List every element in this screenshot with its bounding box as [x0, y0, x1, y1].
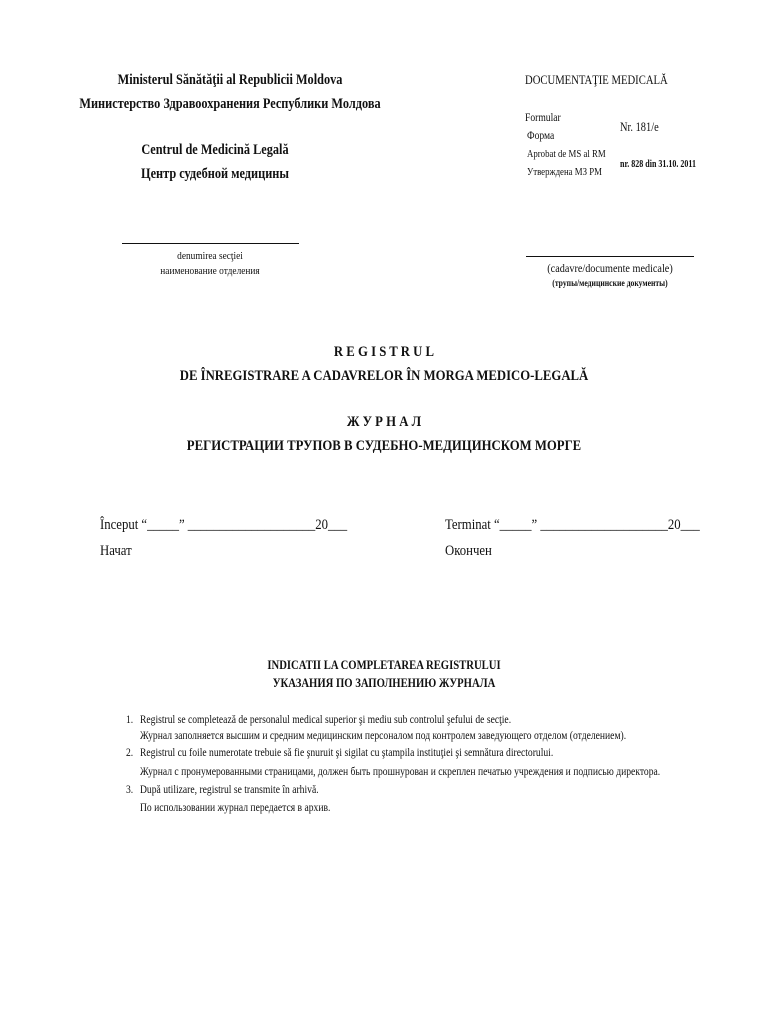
register-subtitle-ro: DE ÎNREGISTRARE A CADAVRELOR ÎN MORGA MEDICO-LEGALĂ [179, 368, 589, 384]
instruction-text-ru: Журнал с пронумерованными страницами, должен быть прошнурован и скреплен печатью учреждения и подписью директора. [140, 764, 661, 778]
instruction-number: 3. [126, 782, 134, 796]
center-name-ro: Centrul de Medicină Legală [141, 142, 289, 158]
instruction-text-ru: По использовании журнал передается в архив. [140, 800, 331, 814]
end-date-label-ru: Окончен [445, 543, 492, 559]
section-caption-ru: наименование отделения [160, 265, 260, 277]
instructions-title-ro: INDICATII LA COMPLETAREA REGISTRULUI [267, 657, 501, 672]
register-title-ru: Ж У Р Н А Л [346, 414, 422, 430]
instruction-number: 1. [126, 712, 134, 726]
instruction-text-ro: Registrul cu foile numerotate trebuie să fie şnuruit şi sigilat cu ştampila instituţiei şi semnătura directorului. [140, 745, 554, 759]
start-date-label-ru: Начат [100, 543, 132, 559]
type-line [526, 256, 694, 257]
form-number: Nr. 181/e [620, 119, 659, 134]
instruction-number: 2. [126, 745, 134, 759]
section-caption-ro: denumirea secţiei [177, 250, 243, 262]
instruction-text-ro: Registrul se completează de personalul medical superior şi mediu sub controlul şefului de secţie. [140, 712, 512, 726]
center-name-ru: Центр судебной медицины [141, 166, 289, 182]
section-name-line [122, 243, 299, 244]
form-label-ru: Форма [527, 128, 555, 142]
ministry-name-ru: Министерство Здравоохранения Республики Молдова [79, 96, 381, 112]
document-type-label: DOCUMENTAŢIE MEDICALĂ [525, 72, 668, 87]
instructions-title-ru: УКАЗАНИЯ ПО ЗАПОЛНЕНИЮ ЖУРНАЛА [272, 675, 496, 690]
approval-order: nr. 828 din 31.10. 2011 [620, 159, 696, 170]
approved-label-ru: Утверждена МЗ РМ [527, 166, 602, 178]
form-label-ro: Formular [525, 110, 561, 124]
instruction-text-ru: Журнал заполняется высшим и средним медицинским персоналом под контролем заведующего отделом (отделением). [140, 728, 627, 742]
end-date-field: Terminat “_____” ____________________20___ [445, 517, 700, 533]
type-caption-ro: (cadavre/documente medicale) [547, 261, 673, 275]
start-date-field: Început “_____” ____________________20___ [100, 517, 348, 533]
instruction-text-ro: După utilizare, registrul se transmite în arhivă. [140, 782, 319, 796]
register-title-ro: R E G I S T R U L [333, 344, 435, 360]
type-caption-ru: (трупы/медицинские документы) [552, 278, 668, 288]
register-subtitle-ru: РЕГИСТРАЦИИ ТРУПОВ В СУДЕБНО-МЕДИЦИНСКОМ МОРГЕ [186, 438, 582, 454]
approved-label-ro: Aprobat de MS al RM [527, 148, 606, 160]
ministry-name-ro: Ministerul Sănătăţii al Republicii Moldova [117, 72, 343, 88]
